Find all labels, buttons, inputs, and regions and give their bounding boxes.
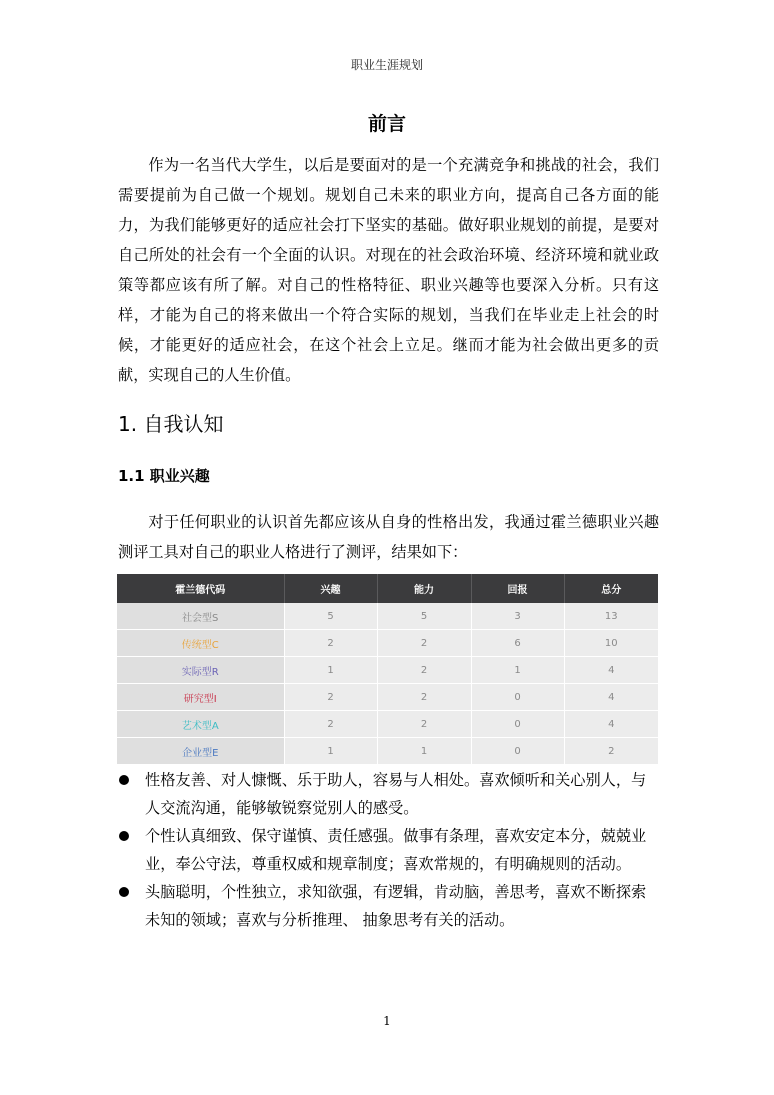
- column-header-total: 总分: [564, 574, 658, 603]
- description-paragraph: 对于任何职业的认识首先都应该从自身的性格出发，我通过霍兰德职业兴趣测评工具对自己的职业人格进行了测评，结果如下：: [118, 513, 659, 561]
- reward-cell: 0: [471, 738, 564, 765]
- page-title: 前言: [367, 113, 406, 135]
- ability-cell: 2: [377, 657, 471, 684]
- column-header-interest: 兴趣: [284, 574, 377, 603]
- holland-code-cell: 传统型C: [117, 630, 284, 657]
- table-row: [117, 603, 658, 630]
- interest-cell: 2: [284, 711, 377, 738]
- reward-cell: 3: [471, 603, 564, 630]
- list-item: [118, 822, 659, 878]
- list-item: [118, 878, 659, 934]
- interest-cell: 5: [284, 603, 377, 630]
- holland-code-cell: 研究型I: [117, 684, 284, 711]
- interest-cell: 1: [284, 657, 377, 684]
- interest-cell: 2: [284, 630, 377, 657]
- holland-code-cell: 艺术型A: [117, 711, 284, 738]
- subsection-heading-career-interest: 1.1 职业兴趣: [118, 467, 210, 485]
- total-cell: 2: [564, 738, 658, 765]
- interest-cell: 1: [284, 738, 377, 765]
- list-item-text: 性格友善、对人慷慨、乐于助人，容易与人相处。喜欢倾听和关心别人，与人交流沟通，能够敏锐察觉别人的感受。: [145, 771, 647, 817]
- column-header-reward: 回报: [471, 574, 564, 603]
- column-header-code: 霍兰德代码: [117, 574, 284, 603]
- total-cell: 4: [564, 711, 658, 738]
- total-cell: 10: [564, 630, 658, 657]
- reward-cell: 6: [471, 630, 564, 657]
- table-row: [117, 630, 658, 657]
- total-cell: 4: [564, 657, 658, 684]
- bullet-dot-icon: [119, 887, 129, 897]
- list-item-text: 个性认真细致、保守谨慎、责任感强。做事有条理，喜欢安定本分，兢兢业业，奉公守法，尊重权威和规章制度；喜欢常规的，有明确规则的活动。: [145, 827, 647, 873]
- holland-code-table: [117, 574, 658, 765]
- bullet-dot-icon: [119, 831, 129, 841]
- page-number: 1: [383, 1014, 391, 1028]
- holland-code-cell: 社会型S: [117, 603, 284, 630]
- total-cell: 4: [564, 684, 658, 711]
- ability-cell: 1: [377, 738, 471, 765]
- table-row: [117, 711, 658, 738]
- table-row: [117, 684, 658, 711]
- ability-cell: 2: [377, 684, 471, 711]
- section-heading-self-awareness: 1. 自我认知: [118, 412, 224, 436]
- ability-cell: 5: [377, 603, 471, 630]
- list-item-text: 头脑聪明，个性独立，求知欲强，有逻辑，肯动脑，善思考，喜欢不断探索未知的领域；喜欢与分析推理、 抽象思考有关的活动。: [145, 883, 647, 929]
- trait-bullet-list: [118, 766, 659, 934]
- reward-cell: 1: [471, 657, 564, 684]
- intro-paragraph: 作为一名当代大学生，以后是要面对的是一个充满竞争和挑战的社会，我们需要提前为自己做一个规划。规划自己未来的职业方向，提高自己各方面的能力，为我们能够更好的适应社会打下坚实的基础。做好职业规划的前提，是要对自己所处的社会有一个全面的认识。对现在的社会政治环境、经济环境和就业政策等都应该有所了解。对自己的性格特征、职业兴趣等也要深入分析。只有这样，才能为自己的将来做出一个符合实际的规划，当我们在毕业走上社会的时候，才能更好的适应社会，在这个社会上立足。继而才能为社会做出更多的贡献，实现自己的人生价值。: [118, 156, 659, 384]
- reward-cell: 0: [471, 684, 564, 711]
- table-row: [117, 657, 658, 684]
- reward-cell: 0: [471, 711, 564, 738]
- table-row: [117, 738, 658, 765]
- holland-code-cell: 企业型E: [117, 738, 284, 765]
- bullet-dot-icon: [119, 775, 129, 785]
- ability-cell: 2: [377, 711, 471, 738]
- running-header: 职业生涯规划: [350, 58, 423, 72]
- holland-code-cell: 实际型R: [117, 657, 284, 684]
- ability-cell: 2: [377, 630, 471, 657]
- table-header-row: [117, 574, 658, 603]
- list-item: [118, 766, 659, 822]
- interest-cell: 2: [284, 684, 377, 711]
- column-header-ability: 能力: [377, 574, 471, 603]
- total-cell: 13: [564, 603, 658, 630]
